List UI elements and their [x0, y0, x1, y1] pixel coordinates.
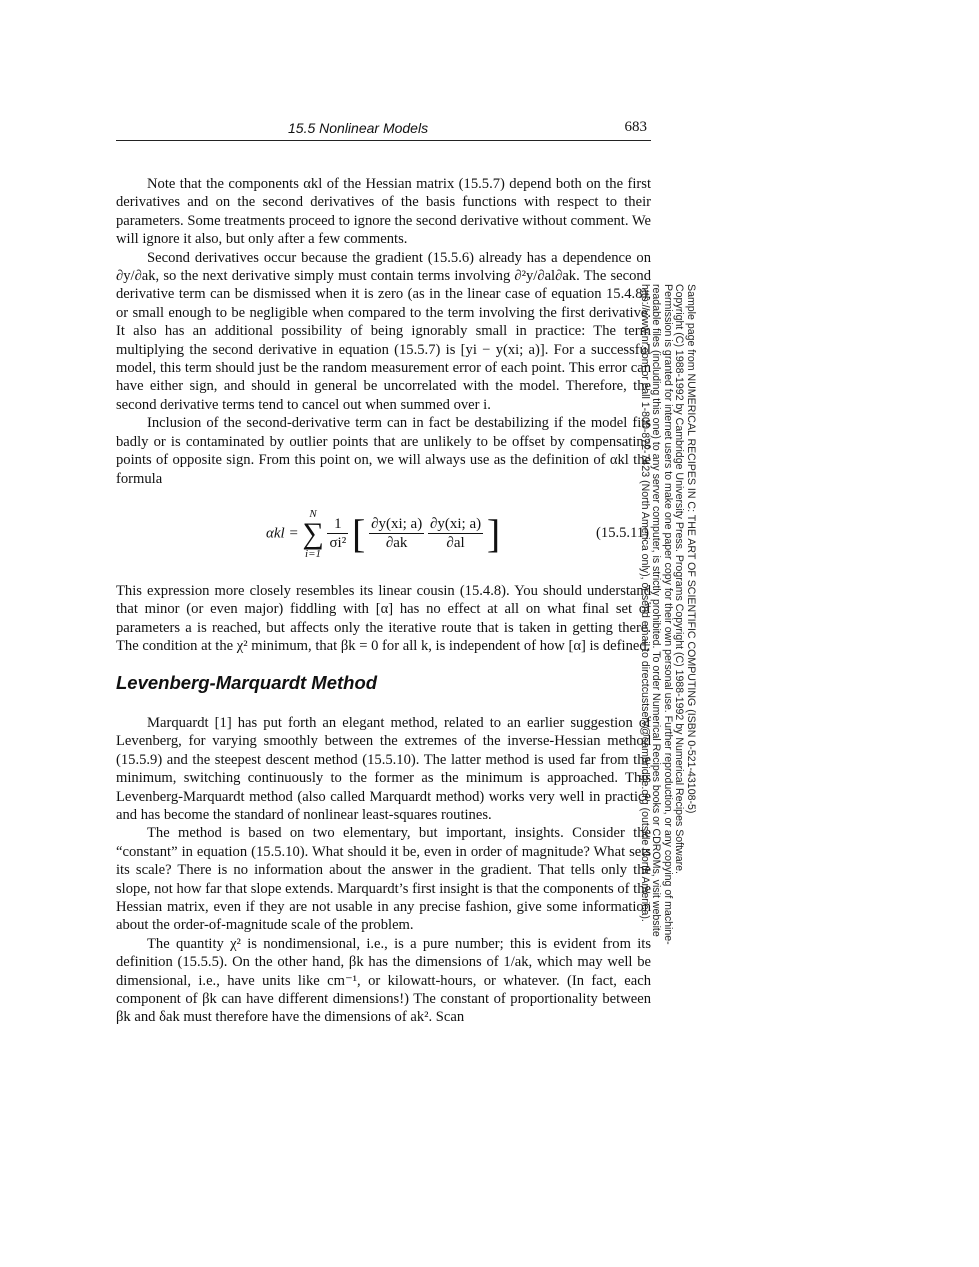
side-note-line-4: readable files (including this one) to any server computer, is strictly prohibited. To order Numerical Recipes books or CDROMs, visit website — [650, 284, 663, 937]
paragraph-7: The quantity χ² is nondimensional, i.e., is a pure number; this is evident from its definition (15.5.5). On the other hand, βk has the dimensions of 1/ak, which may well be dimensional, i.e., have units like cm⁻¹, or kilowatt-hours, or whatever. (In fact, each component of βk can have different dimensions!) The constant of proportionality between βk and δak must therefore have the dimensions of ak². Scan — [116, 935, 651, 1026]
section-heading: Levenberg-Marquardt Method — [116, 671, 378, 693]
weight-numerator: 1 — [327, 515, 348, 534]
derivative-fraction-l — [428, 515, 483, 553]
derivative-k-numerator: ∂y(xi; a) — [369, 515, 424, 534]
equation-lhs: αkl = — [266, 525, 299, 542]
paragraph-4: This expression more closely resembles its linear cousin (15.4.8). You should understand that minor (or even major) fiddling with [α] has no effect at all on what final set of parameters a is reached, but affects only the iterative route that is taken in getting there. The condition at the χ² minimum, that βk = 0 for all k, is independent of how [α] is defined. — [116, 582, 651, 655]
derivative-l-denominator: ∂al — [446, 535, 465, 552]
equation-formula — [266, 508, 500, 560]
side-note-line-5: http://www.nr.com or call 1-800-872-7423 (North America only), or send email to directcustserv@cambridge.org (outside North America). — [638, 284, 651, 922]
summation — [302, 508, 323, 560]
body-text — [116, 175, 651, 1027]
weight-denominator: σi² — [329, 535, 347, 552]
side-note-line-1: Sample page from NUMERICAL RECIPES IN C: THE ART OF SCIENTIFIC COMPUTING (ISBN 0-521-43108-5) — [685, 284, 697, 814]
derivative-k-denominator: ∂ak — [385, 535, 408, 552]
sum-lower-limit: i=1 — [305, 547, 322, 560]
header-title: 15.5 Nonlinear Models — [288, 120, 429, 136]
copyright-side-note — [638, 284, 697, 945]
paragraph-3: Inclusion of the second-derivative term can in fact be destabilizing if the model fits badly or is contaminated by outlier points that are unlikely to be offset by compensating points of opposite sign. From this point on, we will always use as the definition of αkl the formula — [116, 415, 651, 487]
derivative-l-numerator: ∂y(xi; a) — [428, 515, 483, 534]
equation-15-5-11 — [116, 498, 651, 576]
derivative-fraction-k — [369, 515, 424, 553]
side-note-line-3: Permission is granted for internet users to make one paper copy for their own personal use. Further reproduction, or any copying of machine- — [661, 284, 674, 945]
sum-upper-limit: N — [309, 507, 317, 520]
equation-number: (15.5.11) — [596, 524, 649, 541]
page-number: 683 — [624, 119, 647, 135]
right-bracket: ] — [486, 510, 501, 556]
paragraph-5: Marquardt [1] has put forth an elegant method, related to an earlier suggestion of Levenberg, for varying smoothly between the extremes of the inverse-Hessian method (15.5.9) and the steepest descent method (15.5.10). The latter method is used far from the minimum, switching continuously to the former as the minimum is approached. This Levenberg-Marquardt method (also called Marquardt method) works very well in practice and has become the standard of nonlinear least-squares routines. — [116, 714, 651, 823]
left-bracket: [ — [351, 510, 366, 556]
paragraph-1: Note that the components αkl of the Hessian matrix (15.5.7) depend both on the first derivatives and on the second derivatives of the basis functions with respect to their parameters. Some treatments proceed to ignore the second derivative without comment. We will ignore it also, but only after a few comments. — [116, 176, 651, 248]
running-header — [116, 118, 651, 141]
paragraph-2: Second derivatives occur because the gradient (15.5.6) already has a dependence on ∂y/∂ak, so the next derivative simply must contain terms involving ∂²y/∂al∂ak. The second derivative term can be dismissed when it is zero (as in the linear case of equation 15.4.8), or small enough to be negligible when compared to the term involving the first derivative. It also has an additional possibility of being ignorably small in practice: The term multiplying the second derivative in equation (15.5.7) is [yi − y(xi; a)]. For a successful model, this term should just be the random measurement error of each point. This error can have either sign, and should in general be uncorrelated with the model. Therefore, the second derivative terms tend to cancel out when summed over i. — [116, 249, 651, 413]
sigma-symbol: ∑ — [302, 516, 324, 550]
paragraph-6: The method is based on two elementary, but important, insights. Consider the “constant” in equation (15.5.10). What should it be, even in order of magnitude? What sets its scale? There is no information about the answer in the gradient. That tells only the slope, not how far that slope extends. Marquardt’s first insight is that the components of the Hessian matrix, even if they are not usable in any precise fashion, give some information about the order-of-magnitude scale of the problem. — [116, 825, 651, 934]
side-note-line-2: Copyright (C) 1988-1992 by Cambridge University Press. Programs Copyright (C) 1988-1992 by Numerical Recipes Software. — [673, 284, 686, 874]
weight-fraction — [327, 515, 348, 553]
